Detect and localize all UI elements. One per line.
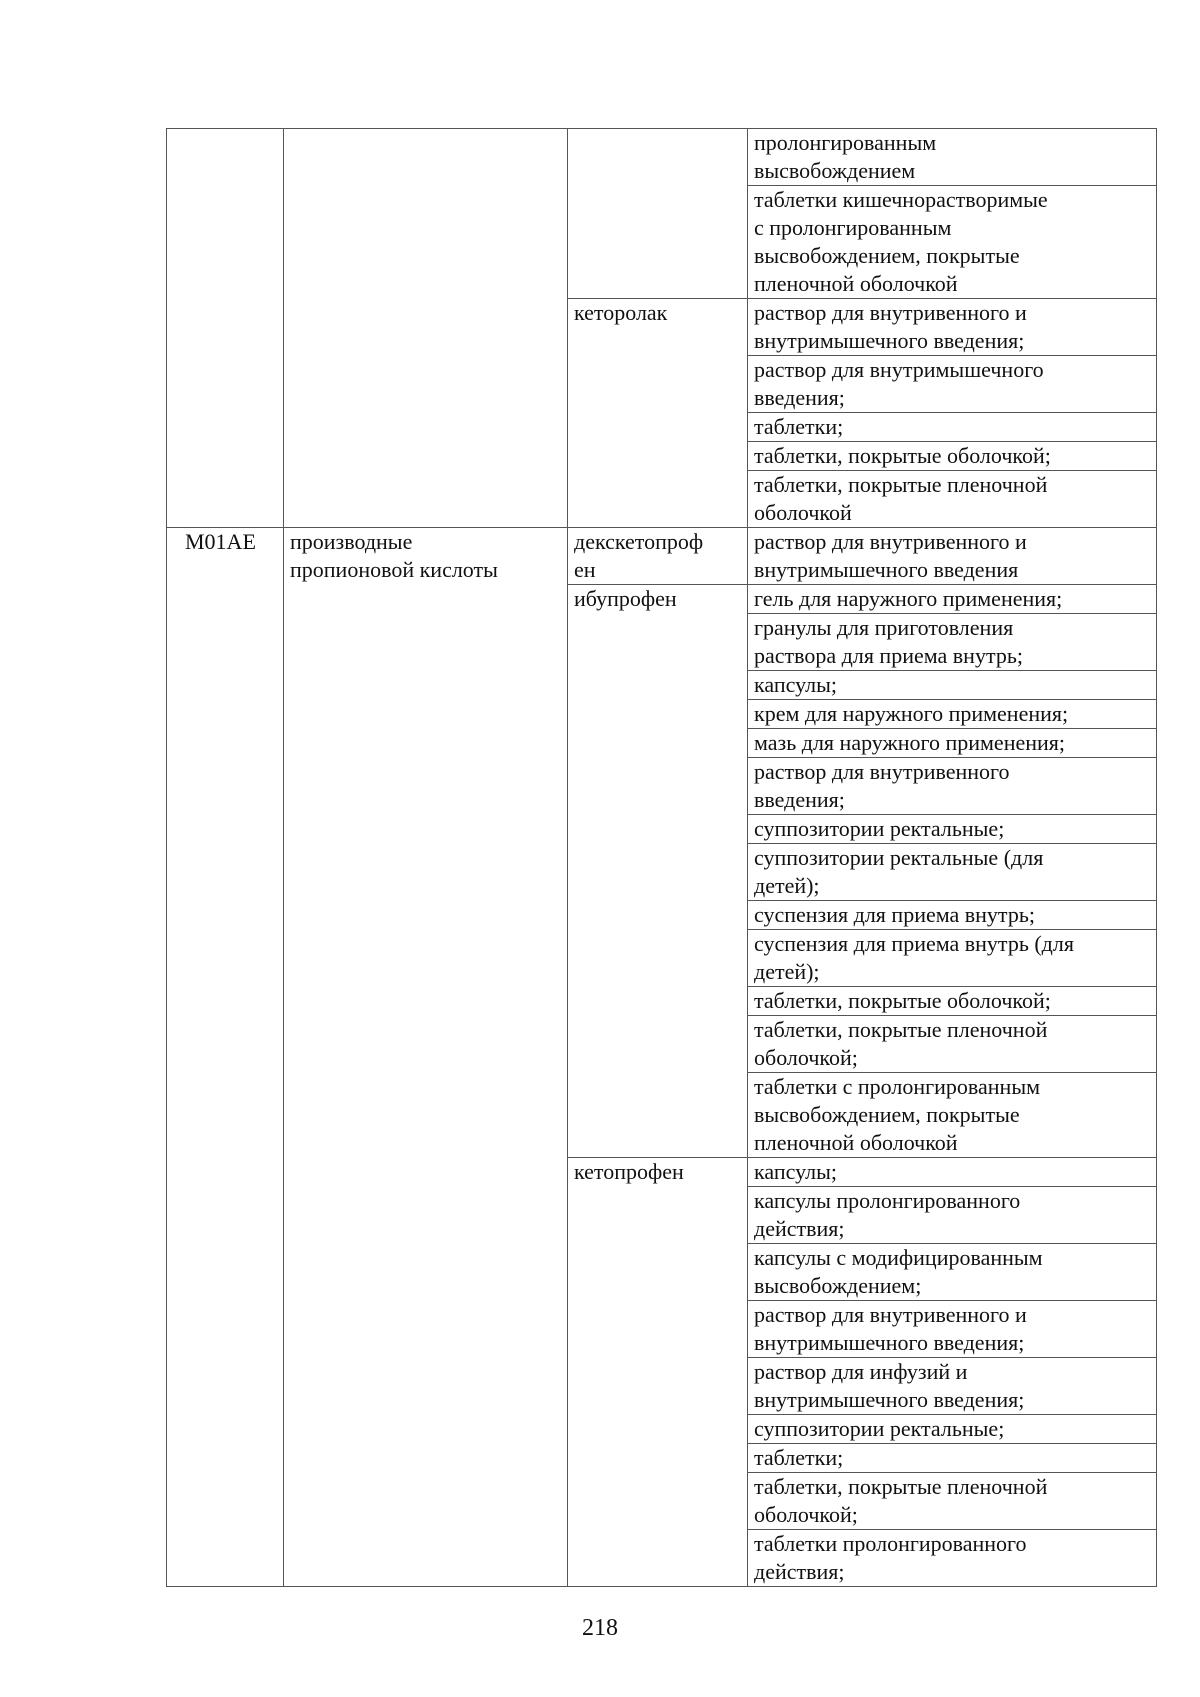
dosage-form-cell: таблетки пролонгированного действия; [748,1530,1157,1587]
dosage-form-cell: суспензия для приема внутрь (для детей); [748,930,1157,987]
dosage-form-cell: капсулы; [748,671,1157,700]
page-number: 218 [582,1615,618,1641]
dosage-form-cell: раствор для внутримышечного введения; [748,356,1157,413]
drug-name-cell: декскетопроф ен [568,528,748,585]
dosage-form-cell: таблетки; [748,413,1157,442]
dosage-form-cell: пролонгированным высвобождением [748,129,1157,186]
drug-name-cell [568,129,748,299]
dosage-form-cell: таблетки; [748,1444,1157,1473]
atc-code-cell [167,129,284,528]
dosage-form-cell: суспензия для приема внутрь; [748,901,1157,930]
dosage-form-cell: мазь для наружного применения; [748,729,1157,758]
dosage-form-cell: таблетки, покрытые оболочкой; [748,442,1157,471]
dosage-form-cell: таблетки кишечнорастворимые с пролонгированным высвобождением, покрытые пленочной оболочкой [748,186,1157,299]
dosage-form-cell: раствор для внутривенного и внутримышечного введения; [748,299,1157,356]
group-cell: производные пропионовой кислоты [284,528,568,1587]
drug-name-cell: кеторолак [568,299,748,528]
table-row [167,528,1157,585]
dosage-form-cell: раствор для внутривенного и внутримышечного введения [748,528,1157,585]
dosage-form-cell: суппозитории ректальные; [748,1415,1157,1444]
dosage-form-cell: таблетки, покрытые пленочной оболочкой; [748,1473,1157,1530]
drug-name-cell: ибупрофен [568,585,748,1158]
dosage-form-cell: таблетки, покрытые пленочной оболочкой; [748,1016,1157,1073]
dosage-form-cell: суппозитории ректальные (для детей); [748,844,1157,901]
dosage-form-cell: капсулы пролонгированного действия; [748,1187,1157,1244]
dosage-form-cell: таблетки, покрытые оболочкой; [748,987,1157,1016]
dosage-form-cell: гранулы для приготовления раствора для приема внутрь; [748,614,1157,671]
atc-code-cell: M01AE [167,528,284,1587]
dosage-form-cell: раствор для инфузий и внутримышечного введения; [748,1358,1157,1415]
dosage-form-cell: таблетки, покрытые пленочной оболочкой [748,471,1157,528]
dosage-form-cell: капсулы с модифицированным высвобождением; [748,1244,1157,1301]
dosage-form-cell: суппозитории ректальные; [748,815,1157,844]
dosage-form-cell: гель для наружного применения; [748,585,1157,614]
group-cell [284,129,568,528]
dosage-form-cell: таблетки с пролонгированным высвобождением, покрытые пленочной оболочкой [748,1073,1157,1158]
dosage-form-cell: раствор для внутривенного введения; [748,758,1157,815]
table-row [167,129,1157,186]
drug-name-cell: кетопрофен [568,1158,748,1587]
dosage-form-cell: раствор для внутривенного и внутримышечного введения; [748,1301,1157,1358]
dosage-form-cell: капсулы; [748,1158,1157,1187]
dosage-form-cell: крем для наружного применения; [748,700,1157,729]
drug-table [166,128,1157,1587]
